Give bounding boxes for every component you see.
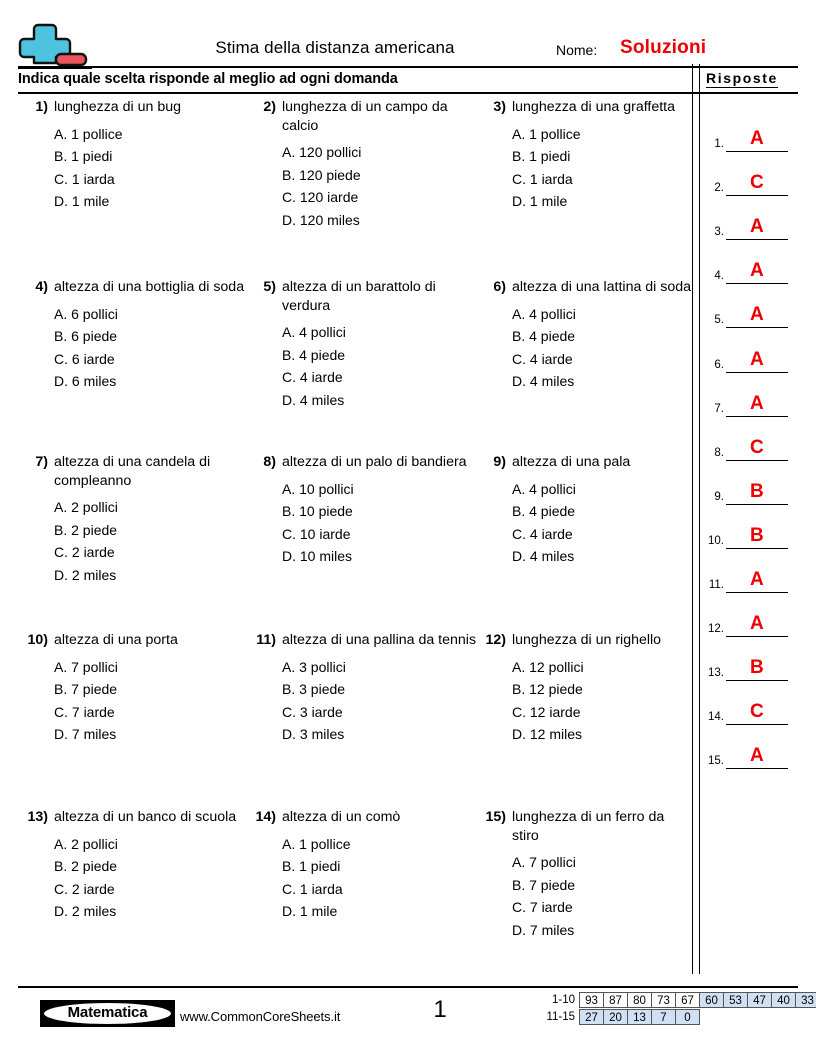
answer-row [702, 328, 802, 372]
question-number: 9) [493, 454, 506, 470]
question-number: 8) [263, 454, 276, 470]
page-title: Stima della distanza americana [215, 38, 455, 57]
choice-list [250, 478, 478, 568]
question-heading [250, 278, 478, 315]
choice-option[interactable]: C. 7 iarde [512, 899, 573, 915]
answer-number: 13. [708, 667, 724, 680]
question-heading [250, 98, 478, 135]
choice-option[interactable]: A. 1 pollice [282, 835, 351, 852]
question-text: lunghezza di un righello [512, 632, 662, 648]
score-cell: 73 [651, 992, 676, 1008]
answer-row [702, 240, 802, 284]
question-item [480, 98, 692, 213]
choice-option[interactable]: B. 12 piede [512, 681, 583, 697]
answer-number: 8. [714, 446, 724, 459]
choice-option[interactable]: C. 2 iarde [54, 544, 115, 560]
choice-option[interactable]: A. 7 pollici [512, 854, 576, 870]
question-heading [480, 278, 692, 297]
choice-option[interactable]: D. 1 mile [282, 903, 338, 919]
question-number: 10) [27, 632, 48, 648]
score-cell: 7 [651, 1009, 676, 1025]
choice-option[interactable]: B. 120 piede [282, 166, 361, 183]
score-cell: 40 [771, 992, 796, 1008]
choice-option[interactable]: D. 4 miles [512, 373, 575, 389]
question-number: 2) [263, 99, 276, 115]
answer-row [702, 549, 802, 593]
answer-value: B [749, 480, 765, 502]
question-row [0, 808, 692, 978]
question-row [0, 631, 692, 806]
question-number: 4) [35, 279, 48, 295]
choice-option[interactable]: A. 6 pollici [54, 305, 118, 322]
choice-option[interactable]: A. 120 pollici [282, 144, 362, 160]
answer-number: 7. [714, 402, 724, 415]
answer-row [702, 505, 802, 549]
answer-value: A [749, 260, 765, 282]
question-heading [22, 98, 248, 117]
plus-minus-logo-icon [18, 22, 92, 68]
answer-value: C [749, 172, 765, 194]
answer-value: A [749, 745, 765, 767]
answer-value: A [749, 128, 765, 150]
question-text: altezza di un banco di scuola [54, 809, 237, 825]
answer-value: A [749, 348, 765, 370]
answer-row [702, 461, 802, 505]
choice-option[interactable]: D. 120 miles [282, 211, 360, 228]
choice-option[interactable]: A. 4 pollici [512, 305, 576, 322]
choice-option[interactable]: D. 6 miles [54, 373, 117, 389]
question-item [22, 808, 248, 923]
answer-row [702, 593, 802, 637]
answer-row [702, 725, 802, 769]
question-heading [480, 808, 692, 845]
choice-option[interactable]: A. 1 pollice [54, 125, 123, 142]
choice-option[interactable]: B. 1 piedi [54, 148, 113, 164]
score-cell: 20 [603, 1009, 628, 1025]
question-item [480, 808, 692, 941]
choice-option[interactable]: C. 3 iarde [282, 703, 343, 720]
answer-number: 4. [714, 270, 724, 283]
score-cell: 33 [795, 992, 816, 1008]
answer-number: 9. [714, 490, 724, 503]
question-item [250, 278, 478, 411]
choice-option[interactable]: C. 120 iarde [282, 189, 359, 205]
choice-option[interactable]: C. 1 iarda [512, 170, 573, 187]
score-cell: 80 [627, 992, 652, 1008]
question-row [0, 278, 692, 448]
question-heading [250, 631, 478, 650]
answer-value: C [749, 436, 765, 458]
answer-row [702, 108, 802, 152]
answer-value: B [749, 524, 765, 546]
choice-option[interactable]: D. 2 miles [54, 566, 117, 583]
question-item [22, 631, 248, 746]
name-label: Nome: [556, 42, 598, 58]
choice-list [480, 303, 692, 393]
choice-list [22, 833, 248, 923]
choice-option[interactable]: C. 1 iarda [282, 880, 343, 897]
instructions-text: Indica quale scelta risponde al meglio ad ogni domanda [18, 71, 398, 87]
question-item [480, 453, 692, 568]
question-heading [22, 808, 248, 827]
question-item [22, 98, 248, 213]
choice-option[interactable]: D. 4 miles [282, 391, 345, 408]
choice-option[interactable]: B. 2 piede [54, 858, 118, 874]
choice-option[interactable]: C. 7 iarde [54, 703, 115, 720]
choice-option[interactable]: B. 4 piede [512, 503, 576, 519]
answer-row [702, 417, 802, 461]
question-text: altezza di una porta [54, 632, 178, 648]
footer-rule [18, 986, 798, 988]
answer-row [702, 637, 802, 681]
question-text: lunghezza di una graffetta [512, 99, 676, 115]
choice-option[interactable]: D. 2 miles [54, 903, 117, 919]
choice-option[interactable]: C. 4 iarde [282, 369, 343, 385]
choice-option[interactable]: D. 1 mile [512, 193, 568, 209]
choice-option[interactable]: B. 2 piede [54, 521, 118, 538]
score-row-label: 11-15 [546, 1011, 575, 1023]
question-text: altezza di una lattina di soda [512, 279, 692, 295]
answer-key-list [702, 108, 802, 769]
answer-row [702, 681, 802, 725]
answer-row [702, 152, 802, 196]
question-heading [250, 808, 478, 827]
choice-option[interactable]: A. 2 pollici [54, 499, 118, 515]
question-heading [250, 453, 478, 472]
choice-option[interactable]: B. 6 piede [54, 328, 118, 344]
choice-list [22, 303, 248, 393]
question-text: lunghezza di un bug [54, 99, 182, 115]
answer-value: A [749, 216, 765, 238]
answer-value: C [749, 701, 765, 723]
choice-option[interactable]: B. 7 piede [54, 681, 118, 697]
choice-option[interactable]: D. 7 miles [512, 921, 575, 938]
answer-panel-title: Risposte [706, 70, 778, 86]
choice-option[interactable]: C. 1 iarda [54, 170, 115, 187]
question-item [250, 631, 478, 746]
answer-number: 15. [708, 755, 724, 768]
question-heading [22, 631, 248, 650]
question-text: lunghezza di un campo da calcio [282, 99, 448, 134]
choice-option[interactable]: B. 7 piede [512, 876, 576, 893]
answer-value: A [749, 392, 765, 414]
score-row [531, 1009, 816, 1026]
question-heading [480, 453, 692, 472]
choice-option[interactable]: B. 1 piedi [512, 148, 571, 164]
choice-list [250, 833, 478, 923]
answer-value: A [749, 613, 765, 635]
question-number: 3) [493, 99, 506, 115]
question-number: 11) [256, 632, 276, 648]
score-cell: 60 [699, 992, 724, 1008]
question-number: 15) [485, 809, 506, 825]
choice-option[interactable]: C. 2 iarde [54, 880, 115, 897]
question-text: altezza di una pallina da tennis [282, 632, 477, 648]
question-number: 6) [493, 279, 506, 295]
choice-option[interactable]: D. 4 miles [512, 548, 575, 564]
question-item [250, 808, 478, 923]
choice-list [480, 123, 692, 213]
brand-label: Matematica [67, 1004, 148, 1021]
question-item [22, 278, 248, 393]
question-item [22, 453, 248, 586]
choice-option[interactable]: B. 4 piede [282, 346, 346, 363]
choice-option[interactable]: C. 10 iarde [282, 525, 351, 542]
question-item [250, 453, 478, 568]
answer-number: 3. [714, 226, 724, 239]
question-number: 7) [35, 454, 48, 470]
score-cell: 87 [603, 992, 628, 1008]
question-text: altezza di un comò [282, 809, 401, 825]
choice-option[interactable]: A. 4 pollici [282, 324, 346, 340]
question-item [480, 631, 692, 746]
score-cell: 93 [579, 992, 604, 1008]
question-item [480, 278, 692, 393]
answer-row [702, 284, 802, 328]
question-text: altezza di un palo di bandiera [282, 454, 467, 470]
question-number: 12) [485, 632, 506, 648]
question-text: altezza di una candela di compleanno [54, 454, 211, 489]
answer-number: 12. [708, 623, 724, 636]
choice-option[interactable]: C. 6 iarde [54, 350, 115, 367]
score-cell: 67 [675, 992, 700, 1008]
answer-value: A [749, 569, 765, 591]
page-number: 1 [433, 996, 447, 1023]
choice-list [250, 321, 478, 411]
choice-option[interactable]: C. 12 iarde [512, 703, 581, 720]
score-cell: 0 [675, 1009, 700, 1025]
choice-option[interactable]: D. 10 miles [282, 548, 353, 564]
name-value: Soluzioni [620, 37, 707, 58]
choice-option[interactable]: A. 2 pollici [54, 835, 118, 852]
question-text: altezza di una bottiglia di soda [54, 279, 245, 295]
question-item [250, 98, 478, 231]
instructions-rule [18, 92, 798, 94]
choice-option[interactable]: B. 1 piedi [282, 858, 341, 874]
choice-option[interactable]: D. 7 miles [54, 726, 117, 742]
brand-badge [40, 1000, 175, 1027]
choice-option[interactable]: A. 4 pollici [512, 480, 576, 497]
choice-list [22, 656, 248, 746]
answer-value: A [749, 304, 765, 326]
choice-list [480, 656, 692, 746]
choice-option[interactable]: A. 7 pollici [54, 658, 118, 675]
question-number: 1) [35, 99, 48, 115]
choice-option[interactable]: C. 4 iarde [512, 525, 573, 542]
choice-list [250, 656, 478, 746]
question-text: lunghezza di un ferro da stiro [512, 809, 665, 844]
score-table [531, 992, 816, 1026]
choice-option[interactable]: D. 1 mile [54, 193, 110, 209]
answer-number: 1. [714, 138, 724, 151]
choice-option[interactable]: A. 3 pollici [282, 658, 346, 675]
choice-option[interactable]: B. 10 piede [282, 503, 353, 519]
question-heading [480, 98, 692, 117]
choice-option[interactable]: A. 1 pollice [512, 125, 581, 142]
question-heading [22, 278, 248, 297]
choice-option[interactable]: A. 12 pollici [512, 658, 584, 675]
answer-number: 10. [708, 534, 724, 547]
answer-row [702, 196, 802, 240]
answer-value: B [749, 657, 765, 679]
question-number: 14) [255, 809, 276, 825]
question-text: altezza di una pala [512, 454, 631, 470]
answer-number: 11. [708, 579, 724, 592]
question-text: altezza di un barattolo di verdura [282, 279, 436, 314]
choice-list [480, 478, 692, 568]
choice-list [250, 141, 478, 231]
question-row [0, 453, 692, 628]
answer-row [702, 373, 802, 417]
question-row [0, 98, 692, 273]
question-heading [22, 453, 248, 490]
choice-option[interactable]: D. 3 miles [282, 726, 345, 742]
score-cell: 53 [723, 992, 748, 1008]
choice-option[interactable]: B. 3 piede [282, 681, 346, 697]
choice-list [480, 851, 692, 941]
answer-panel-divider [692, 64, 700, 974]
choice-list [22, 123, 248, 213]
choice-option[interactable]: B. 4 piede [512, 328, 576, 344]
answer-number: 14. [708, 711, 724, 724]
question-number: 5) [263, 279, 276, 295]
answer-number: 6. [714, 358, 724, 371]
choice-option[interactable]: D. 12 miles [512, 726, 583, 742]
score-row [531, 992, 816, 1009]
score-cell: 13 [627, 1009, 652, 1025]
choice-option[interactable]: A. 10 pollici [282, 480, 354, 497]
choice-list [22, 496, 248, 586]
site-url: www.CommonCoreSheets.it [180, 1009, 341, 1024]
answer-number: 2. [714, 182, 724, 195]
question-heading [480, 631, 692, 650]
question-number: 13) [27, 809, 48, 825]
answer-number: 5. [714, 314, 724, 327]
score-cell: 27 [579, 1009, 604, 1025]
choice-option[interactable]: C. 4 iarde [512, 350, 573, 367]
header-rule [18, 66, 798, 68]
score-row-label: 1-10 [551, 994, 575, 1006]
score-cell: 47 [747, 992, 772, 1008]
